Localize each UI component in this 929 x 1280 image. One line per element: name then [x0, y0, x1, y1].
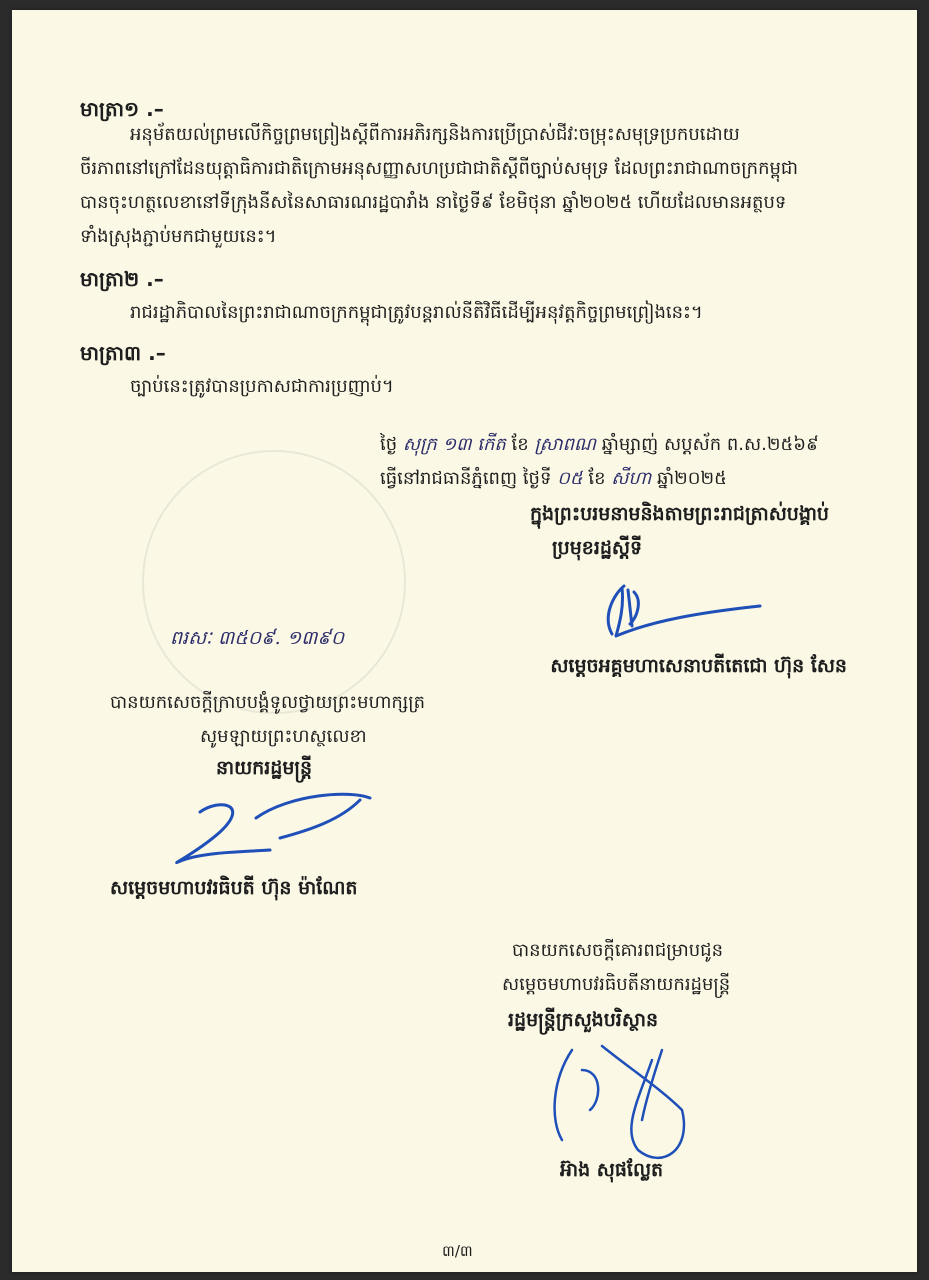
article-1-line-3: បានចុះហត្ថលេខានៅទីក្រុងនីសនៃសាធារណរដ្ឋបារាំង នាថ្ងៃទី៩ ខែមិថុនា ឆ្នាំ២០២៥ ហើយដែលមានអត្ថបទ	[80, 192, 787, 213]
minister-name: អ៊ាង សុផល្លែត	[560, 1159, 664, 1181]
article-1-line-1: អនុម័តយល់ព្រមលើកិច្ចព្រមព្រៀងស្ដីពីការអភិរក្សនិងការប្រើប្រាស់ជីវៈចម្រុះសមុទ្រប្រកបដោយ	[130, 124, 740, 145]
article-3-line-1: ច្បាប់នេះត្រូវបានប្រកាសជាការប្រញាប់។	[130, 376, 394, 397]
article-1-heading: មាត្រា១ .–	[80, 97, 164, 121]
pm-line-2: សូមឡាយព្រះហស្ថលេខា	[200, 726, 367, 747]
lunar-prefix: ថ្ងៃ	[380, 434, 398, 455]
minister-line-1: បានយកសេចក្ដីគោរពជម្រាបជូន	[512, 940, 724, 961]
article-3-heading: មាត្រា៣ .–	[80, 341, 166, 365]
regent-name: សម្ដេចអគ្គមហាសេនាបតីតេជោ ហ៊ុន សែន	[550, 655, 847, 677]
pm-line-1: បានយកសេចក្ដីក្រាបបង្គំទូលថ្វាយព្រះមហាក្សត្រ	[110, 692, 425, 713]
solar-month-label: ខែ	[588, 468, 606, 489]
document-page	[12, 10, 917, 1272]
pm-title: នាយករដ្ឋមន្ត្រី	[216, 757, 313, 779]
article-1-line-2: ចីរភាពនៅក្រៅដែនយុត្តាធិការជាតិក្រោមអនុសញ្ញាសហប្រជាជាតិស្ដីពីច្បាប់សមុទ្រ ដែលព្រះរាជាណាចក្រកម្ពុជា	[80, 158, 799, 179]
solar-year: ឆ្នាំ២០២៥	[656, 468, 727, 489]
pm-signature	[160, 790, 380, 870]
solar-day-handwritten: ០៥	[557, 468, 583, 489]
minister-line-2: សម្ដេចមហាបវរធិបតីនាយករដ្ឋមន្ត្រី	[502, 974, 731, 995]
article-1-line-4: ទាំងស្រុងភ្ជាប់មកជាមួយនេះ។	[80, 226, 277, 247]
solar-month-handwritten: សីហា	[611, 468, 652, 489]
regent-signature	[594, 576, 764, 646]
lunar-year: ឆ្នាំម្សាញ់ សប្តស័ក ព.ស.២៥៦៩	[601, 434, 819, 455]
article-2-heading: មាត្រា២ .–	[80, 267, 164, 291]
pm-name: សម្ដេចមហាបវរធិបតី ហ៊ុន ម៉ាណែត	[110, 877, 358, 899]
regent-authority-line: ក្នុងព្រះបរមនាមនិងតាមព្រះរាជត្រាស់បង្គាប់	[529, 503, 829, 525]
minister-title: រដ្ឋមន្ត្រីក្រសួងបរិស្ថាន	[508, 1009, 659, 1031]
lunar-month-label: ខែ	[511, 434, 529, 455]
solar-date-line	[380, 466, 727, 493]
place-prefix: ធ្វើនៅរាជធានីភ្នំពេញ ថ្ងៃទី	[380, 468, 552, 489]
lunar-month-handwritten: ស្រាពណ	[534, 434, 597, 455]
registration-number: ពរសៈ ៣៥០៩. ១៣៩០	[170, 627, 345, 649]
minister-signature	[542, 1040, 702, 1170]
lunar-date-line	[380, 432, 819, 459]
lunar-day-handwritten: សុក្រ ១៣ កើត	[402, 434, 506, 455]
faint-seal-watermark	[142, 450, 406, 714]
regent-title: ប្រមុខរដ្ឋស្ដីទី	[552, 537, 643, 559]
article-2-line-1: រាជរដ្ឋាភិបាលនៃព្រះរាជាណាចក្រកម្ពុជាត្រូវបន្តរាល់នីតិវិធីដើម្បីអនុវត្តកិច្ចព្រមព្រៀងនេះ។	[130, 302, 703, 323]
page-number: ៣/៣	[442, 1242, 473, 1260]
